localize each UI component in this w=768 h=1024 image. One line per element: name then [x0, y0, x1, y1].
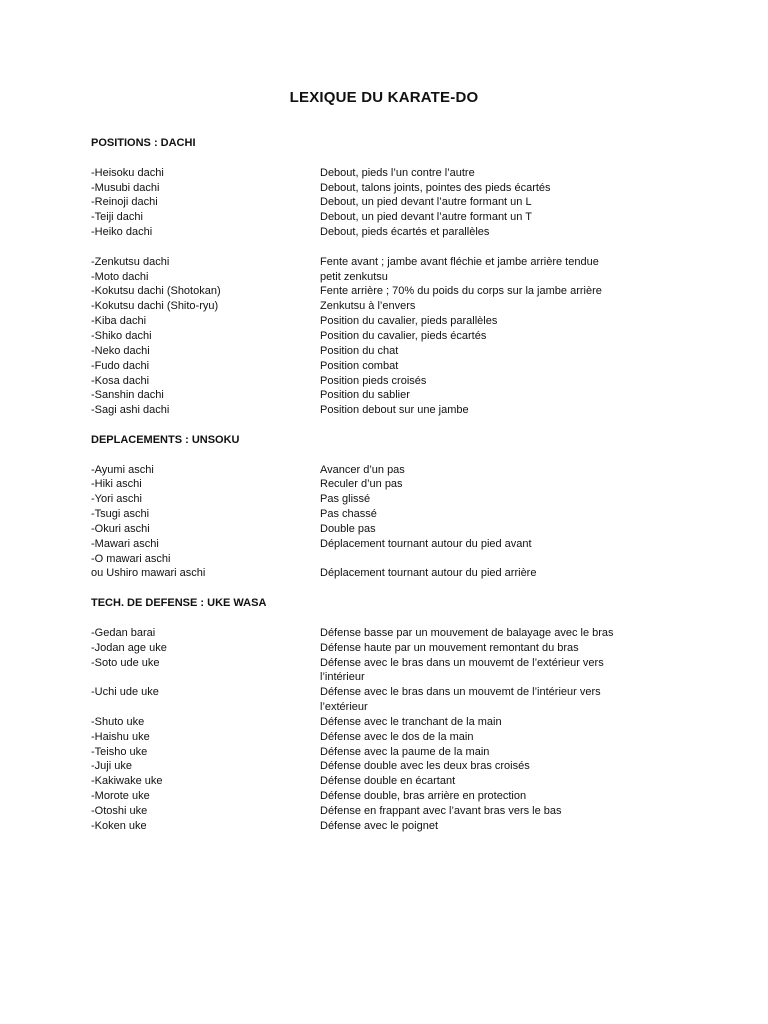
- entry-term: -O mawari aschi: [91, 552, 171, 565]
- lexicon-entry: [91, 329, 691, 344]
- entry-term: -Uchi ude uke: [91, 686, 159, 699]
- document-title: LEXIQUE DU KARATE-DO: [289, 89, 479, 106]
- entry-definition: Déplacement tournant autour du pied arrière: [320, 567, 537, 580]
- entry-term: -Juji uke: [91, 760, 132, 773]
- entry-term: -Kokutsu dachi (Shotokan): [91, 285, 221, 298]
- entry-definition: Pas chassé: [320, 508, 377, 521]
- entry-definition: Défense avec le poignet: [320, 819, 439, 832]
- entry-definition: Zenkutsu à l’envers: [320, 300, 416, 313]
- spacer: [91, 611, 691, 626]
- entry-definition: Défense double en écartant: [320, 775, 456, 788]
- lexicon-entry: [91, 344, 691, 359]
- lexicon-entry: [91, 552, 691, 567]
- lexicon-entry: [91, 656, 691, 686]
- entry-definition: Position du cavalier, pieds écartés: [320, 329, 487, 342]
- entry-definition: Position pieds croisés: [320, 374, 427, 387]
- section-heading: DEPLACEMENTS : UNSOKU: [91, 433, 240, 446]
- entry-definition: Déplacement tournant autour du pied avant: [320, 537, 532, 550]
- entry-definition: Position du sablier: [320, 389, 410, 402]
- entry-term: -Koken uke: [91, 819, 147, 832]
- entry-term: -Teiji dachi: [91, 211, 143, 224]
- entry-term: -Zenkutsu dachi: [91, 255, 170, 268]
- entry-definition: Debout, un pied devant l’autre formant un T: [320, 211, 532, 224]
- lexicon-entry: [91, 463, 691, 478]
- lexicon-entry: [91, 225, 691, 240]
- entry-definition: Debout, pieds l’un contre l’autre: [320, 166, 475, 179]
- entry-definition: Pas glissé: [320, 493, 371, 506]
- entry-term: ou Ushiro mawari aschi: [91, 567, 206, 580]
- entry-term: -Heisoku dachi: [91, 166, 164, 179]
- entry-term: -Morote uke: [91, 790, 150, 803]
- lexicon-entry: [91, 388, 691, 403]
- lexicon-entry: [91, 166, 691, 181]
- entry-definition: Défense en frappant avec l’avant bras vers le bas: [320, 804, 562, 817]
- lexicon-entry: [91, 299, 691, 314]
- lexicon-entry: [91, 477, 691, 492]
- entry-definition: Défense double, bras arrière en protection: [320, 790, 527, 803]
- entry-term: -Moto dachi: [91, 270, 149, 283]
- entry-term: -Musubi dachi: [91, 181, 160, 194]
- entry-term: -Kosa dachi: [91, 374, 150, 387]
- lexicon-entry: [91, 566, 691, 581]
- entry-term: -Kiba dachi: [91, 315, 147, 328]
- lexicon-entry: [91, 181, 691, 196]
- lexicon-entry: [91, 314, 691, 329]
- entry-definition: Position du chat: [320, 344, 399, 357]
- entry-term: -Reinoji dachi: [91, 196, 158, 209]
- entry-definition: Reculer d’un pas: [320, 478, 403, 491]
- lexicon-entry: [91, 789, 691, 804]
- entry-term: -Shuto uke: [91, 715, 145, 728]
- entry-definition: Fente avant ; jambe avant fléchie et jambe arrière tendue: [320, 255, 599, 268]
- entry-term: -Haishu uke: [91, 730, 150, 743]
- entry-definition: Fente arrière ; 70% du poids du corps sur la jambe arrière: [320, 285, 602, 298]
- entry-term: -Teisho uke: [91, 745, 148, 758]
- lexicon-entry: [91, 774, 691, 789]
- entry-definition: Avancer d’un pas: [320, 463, 405, 476]
- entry-definition: Position debout sur une jambe: [320, 404, 469, 417]
- lexicon-content: [91, 136, 691, 834]
- entry-definition: Défense avec le tranchant de la main: [320, 715, 502, 728]
- entry-term: -Neko dachi: [91, 344, 150, 357]
- lexicon-entry: [91, 745, 691, 760]
- entry-term: -Heiko dachi: [91, 226, 153, 239]
- lexicon-entry: [91, 730, 691, 745]
- lexicon-entry: [91, 804, 691, 819]
- lexicon-entry: [91, 715, 691, 730]
- lexicon-entry: [91, 210, 691, 225]
- spacer: [91, 448, 691, 463]
- lexicon-entry: [91, 522, 691, 537]
- lexicon-entry: [91, 284, 691, 299]
- lexicon-entry: [91, 819, 691, 834]
- entry-definition: Défense basse par un mouvement de balayage avec le bras: [320, 626, 614, 639]
- spacer: [91, 240, 691, 255]
- entry-definition: Position combat: [320, 359, 399, 372]
- entry-term: -Sagi ashi dachi: [91, 404, 170, 417]
- lexicon-entry: [91, 374, 691, 389]
- entry-term: -Soto ude uke: [91, 656, 160, 669]
- lexicon-entry: [91, 759, 691, 774]
- entry-definition: Défense avec le dos de la main: [320, 730, 474, 743]
- entry-definition: Double pas: [320, 522, 376, 535]
- lexicon-entry: [91, 403, 691, 418]
- section-heading: TECH. DE DEFENSE : UKE WASA: [91, 597, 267, 610]
- entry-term: -Hiki aschi: [91, 478, 142, 491]
- entry-term: -Shiko dachi: [91, 329, 152, 342]
- lexicon-entry: [91, 255, 691, 270]
- entry-term: -Okuri aschi: [91, 522, 150, 535]
- entry-definition: Défense avec la paume de la main: [320, 745, 490, 758]
- entry-definition: Debout, un pied devant l’autre formant un L: [320, 196, 532, 209]
- lexicon-entry: [91, 507, 691, 522]
- lexicon-entry: [91, 195, 691, 210]
- entry-term: -Kokutsu dachi (Shito-ryu): [91, 300, 219, 313]
- entry-term: -Ayumi aschi: [91, 463, 154, 476]
- entry-definition: Debout, pieds écartés et parallèles: [320, 226, 490, 239]
- entry-term: -Fudo dachi: [91, 359, 150, 372]
- entry-term: -Kakiwake uke: [91, 775, 163, 788]
- lexicon-entry: [91, 492, 691, 507]
- spacer: [91, 581, 691, 596]
- lexicon-entry: [91, 537, 691, 552]
- entry-definition: Défense avec le bras dans un mouvemt de l’intérieur vers l’extérieur: [320, 686, 601, 714]
- entry-definition: [320, 552, 640, 567]
- section-heading: POSITIONS : DACHI: [91, 137, 196, 149]
- lexicon-entry: [91, 359, 691, 374]
- entry-term: -Gedan barai: [91, 626, 156, 639]
- entry-definition: Défense haute par un mouvement remontant du bras: [320, 641, 579, 654]
- entry-term: -Sanshin dachi: [91, 389, 164, 402]
- entry-term: -Tsugi aschi: [91, 508, 150, 521]
- entry-definition: Défense avec le bras dans un mouvemt de l’extérieur vers l’intérieur: [320, 656, 604, 684]
- spacer: [91, 418, 691, 433]
- entry-definition: Défense double avec les deux bras croisés: [320, 760, 530, 773]
- lexicon-entry: [91, 685, 691, 715]
- entry-term: -Yori aschi: [91, 493, 142, 506]
- spacer: [91, 151, 691, 166]
- entry-definition: Debout, talons joints, pointes des pieds écartés: [320, 181, 551, 194]
- entry-term: -Otoshi uke: [91, 804, 148, 817]
- entry-term: -Mawari aschi: [91, 537, 159, 550]
- entry-definition: petit zenkutsu: [320, 270, 388, 283]
- lexicon-entry: [91, 641, 691, 656]
- lexicon-entry: [91, 626, 691, 641]
- entry-term: -Jodan age uke: [91, 641, 167, 654]
- lexicon-entry: [91, 270, 691, 285]
- entry-definition: Position du cavalier, pieds parallèles: [320, 315, 498, 328]
